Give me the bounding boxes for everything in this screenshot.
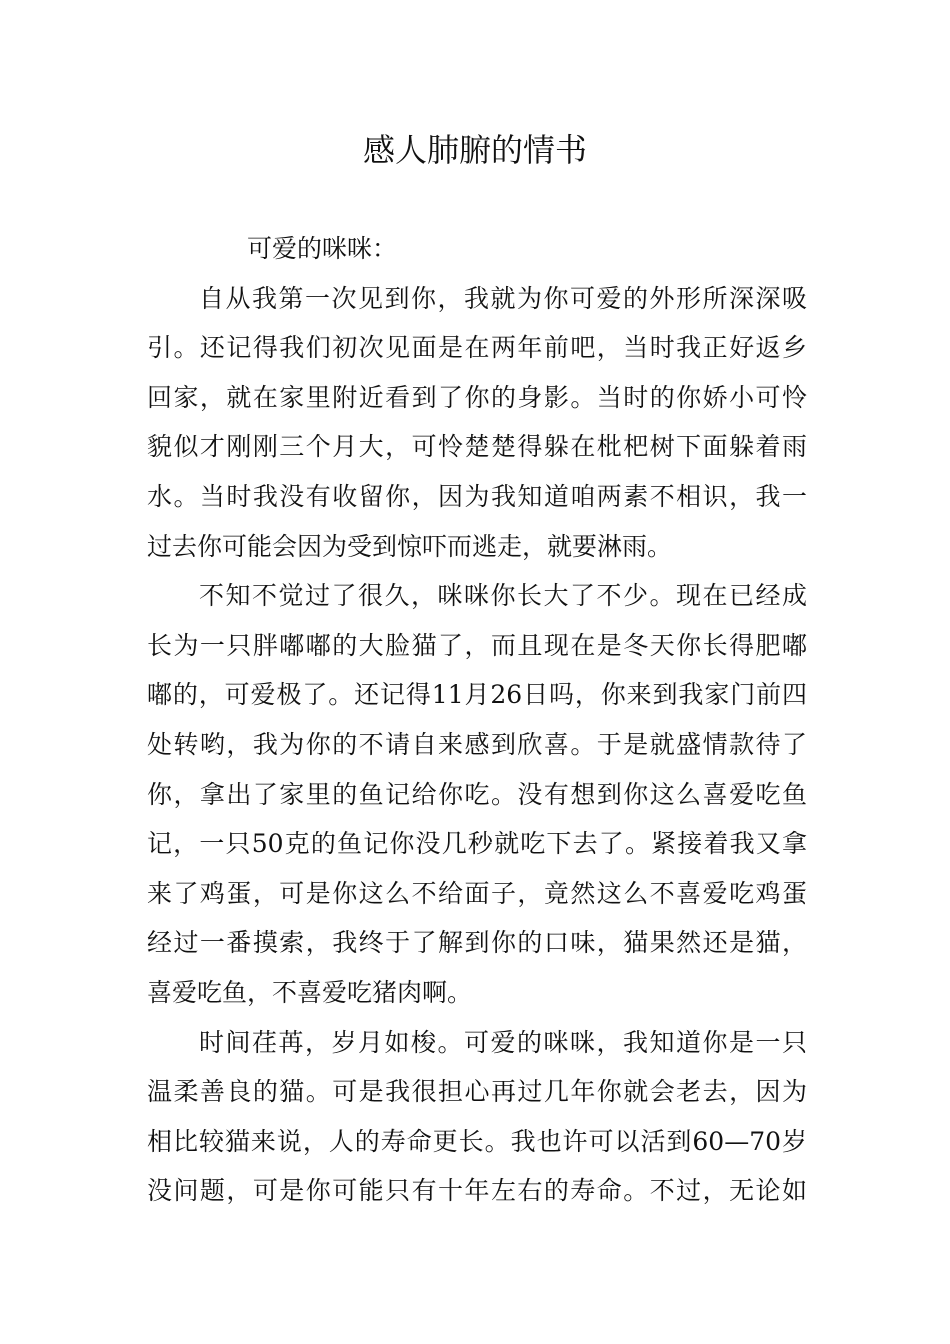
paragraph-line: 记，一只50克的鱼记你没几秒就吃下去了。紧接着我又拿 [147, 829, 807, 859]
paragraph-line: 你，拿出了家里的鱼记给你吃。没有想到你这么喜爱吃鱼 [147, 779, 807, 809]
paragraph-line: 相比较猫来说，人的寿命更长。我也许可以活到60—70岁 [147, 1126, 807, 1156]
paragraph-line: 水。当时我没有收留你，因为我知道咱两素不相识，我一 [147, 481, 807, 511]
paragraph-line: 处转哟，我为你的不请自来感到欣喜。于是就盛情款待了 [147, 729, 807, 759]
salutation: 可爱的咪咪： [247, 234, 398, 263]
paragraph-line: 貌似才刚刚三个月大，可怜楚楚得躲在枇杷树下面躲着雨 [147, 432, 807, 462]
paragraph-line: 长为一只胖嘟嘟的大脸猫了，而且现在是冬天你长得肥嘟 [147, 630, 807, 660]
paragraph-line: 自从我第一次见到你，我就为你可爱的外形所深深吸 [199, 283, 807, 313]
paragraph-line: 过去你可能会因为受到惊吓而逃走，就要淋雨。 [147, 531, 673, 561]
paragraph-line: 时间荏苒，岁月如梭。可爱的咪咪，我知道你是一只 [199, 1027, 807, 1057]
document-title: 感人肺腑的情书 [362, 131, 587, 169]
paragraph-line: 没问题，可是你可能只有十年左右的寿命。不过，无论如 [147, 1176, 807, 1206]
paragraph-line: 嘟的，可爱极了。还记得11月26日吗，你来到我家门前四 [147, 680, 807, 710]
paragraph-line: 不知不觉过了很久，咪咪你长大了不少。现在已经成 [199, 581, 807, 611]
letter-body [147, 224, 807, 1216]
paragraph-line: 来了鸡蛋，可是你这么不给面子，竟然这么不喜爱吃鸡蛋 [147, 878, 807, 908]
paragraph-line: 温柔善良的猫。可是我很担心再过几年你就会老去，因为 [147, 1077, 807, 1107]
paragraph-line: 引。还记得我们初次见面是在两年前吧，当时我正好返乡 [147, 333, 807, 363]
paragraph-line: 经过一番摸索，我终于了解到你的口味，猫果然还是猫， [147, 928, 807, 958]
paragraph-line: 回家，就在家里附近看到了你的身影。当时的你娇小可怜 [147, 382, 807, 412]
paragraph-line: 喜爱吃鱼，不喜爱吃猪肉啊。 [147, 977, 473, 1007]
